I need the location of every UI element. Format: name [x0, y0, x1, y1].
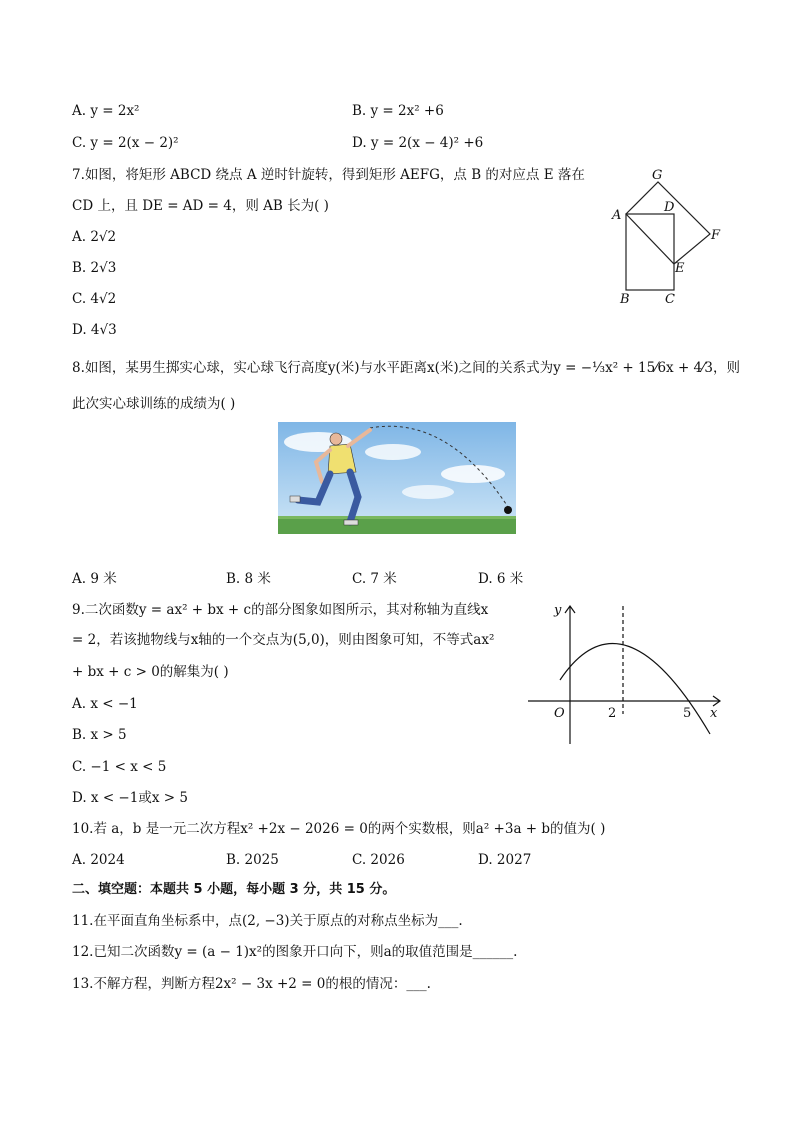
q9-option-c: C. −1 < x < 5	[72, 759, 167, 775]
rect-aefg	[626, 182, 710, 264]
q6-option-d: D. y = 2(x − 4)² +6	[352, 135, 484, 151]
label-e: E	[675, 261, 685, 276]
q10-stem: 10.若 a，b 是一元二次方程x² +2x − 2026 = 0的两个实数根，则a² +3a + b的值为( )	[72, 821, 606, 837]
q7-rectangle-figure	[600, 160, 730, 310]
q9-option-b: B. x > 5	[72, 727, 127, 743]
q11-stem: 11.在平面直角坐标系中，点(2, −3)关于原点的对称点坐标为___.	[72, 913, 463, 929]
q6-option-a: A. y = 2x²	[72, 103, 140, 119]
rect-abcd	[626, 214, 674, 290]
q8-option-b: B. 8 米	[226, 571, 271, 587]
q9-stem-line1: 9.二次函数y = ax² + bx + c的部分图象如图所示，其对称轴为直线x	[72, 602, 489, 618]
tick-label-2: 2	[608, 706, 617, 721]
q9-option-d: D. x < −1或x > 5	[72, 790, 188, 806]
q9-option-a: A. x < −1	[72, 696, 138, 712]
q8-option-d: D. 6 米	[478, 571, 524, 587]
section-heading-fill-in: 二、填空题：本题共 5 小题，每小题 3 分，共 15 分。	[72, 882, 396, 897]
q12-stem: 12.已知二次函数y = (a − 1)x²的图象开口向下，则a的取值范围是______.	[72, 944, 518, 960]
q10-option-b: B. 2025	[226, 852, 279, 868]
tick-label-5: 5	[683, 706, 692, 721]
x-axis-label: x	[710, 706, 718, 721]
q9-stem-line2: = 2，若该抛物线与x轴的一个交点为(5,0)，则由图象可知，不等式ax²	[72, 632, 495, 648]
q7-stem-line1: 7.如图，将矩形 ABCD 绕点 A 逆时针旋转，得到矩形 AEFG，点 B 的对应点 E 落在	[72, 167, 585, 183]
q9-stem-line3: + bx + c > 0的解集为( )	[72, 664, 229, 680]
q7-option-c: C. 4√2	[72, 291, 117, 307]
q13-stem: 13.不解方程，判断方程2x² − 3x +2 = 0的根的情况：___.	[72, 976, 431, 992]
origin-label: O	[554, 706, 565, 721]
label-b: B	[620, 292, 630, 307]
q8-option-a: A. 9 米	[72, 571, 117, 587]
y-axis-label: y	[554, 603, 562, 618]
label-g: G	[652, 168, 663, 183]
q7-stem-line2: CD 上，且 DE = AD = 4，则 AB 长为( )	[72, 198, 329, 214]
q6-option-c: C. y = 2(x − 2)²	[72, 135, 179, 151]
q8-option-c: C. 7 米	[352, 571, 397, 587]
q7-option-d: D. 4√3	[72, 322, 117, 338]
q8-stem-line2: 此次实心球训练的成绩为( )	[72, 396, 236, 412]
q7-option-b: B. 2√3	[72, 260, 117, 276]
label-f: F	[711, 228, 721, 243]
q10-option-c: C. 2026	[352, 852, 405, 868]
label-d: D	[664, 200, 675, 215]
q7-option-a: A. 2√2	[72, 229, 117, 245]
q9-parabola-graph	[520, 598, 730, 748]
q10-option-d: D. 2027	[478, 852, 532, 868]
q6-option-b: B. y = 2x² +6	[352, 103, 444, 119]
shot-put-illustration	[278, 422, 516, 534]
q10-option-a: A. 2024	[72, 852, 125, 868]
q8-stem-line1: 8.如图，某男生掷实心球，实心球飞行高度y(米)与水平距离x(米)之间的关系式为y = −⅓x² + 15⁄6x + 4⁄3，则	[72, 360, 740, 376]
label-c: C	[665, 292, 675, 307]
label-a: A	[612, 208, 622, 223]
